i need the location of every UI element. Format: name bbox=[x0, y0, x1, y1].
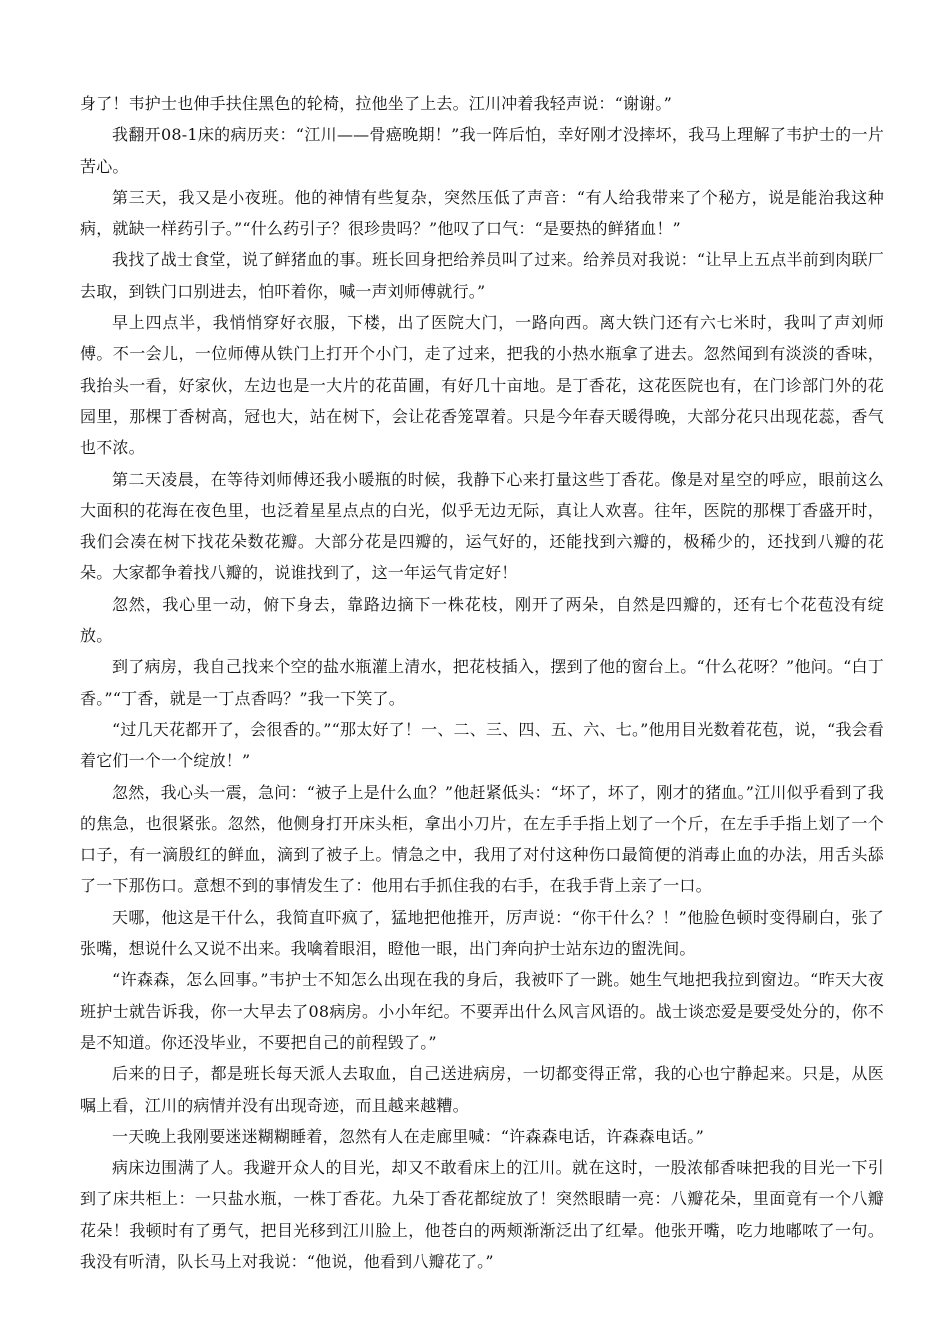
paragraph-2: 我翻开08-1床的病历夹：“江川——骨癌晚期！”我一阵后怕，幸好刚才没摔坏，我马上理解了韦护士的一片苦心。 bbox=[80, 125, 884, 176]
paragraph-4: 我找了战士食堂，说了鲜猪血的事。班长回身把给养员叫了过来。给养员对我说：“让早上五点半前到肉联厂去取，到铁门口别进去，怕吓着你，喊一声刘师傅就行。” bbox=[80, 250, 884, 301]
paragraph-3: 第三天，我又是小夜班。他的神情有些复杂，突然压低了声音：“有人给我带来了个秘方，说是能治我这种病，就缺一样药引子。”“什么药引子？很珍贵吗？”他叹了口气：“是要热的鲜猪血！” bbox=[80, 187, 884, 239]
paragraph-6: 第二天凌晨，在等待刘师傅还我小暖瓶的时候，我静下心来打量这些丁香花。像是对星空的呼应，眼前这么大面积的花海在夜色里，也泛着星星点点的白光，似乎无边无际，真让人欢喜。往年，医院的那棵丁香盛开时，我们会凑在树下找花朵数花瓣。大部分花是四瓣的，运气好的，还能找到六瓣的，极稀少的，还找到八瓣的花朵。大家都争着找八瓣的，说谁找到了，这一年运气肯定好！ bbox=[80, 469, 884, 583]
paragraph-10: 忽然，我心头一震，急问：“被子上是什么血？”他赶紧低头：“坏了，坏了，刚才的猪血。”江川似乎看到了我的焦急，也很紧张。忽然，他侧身打开床头柜，拿出小刀片，在左手手指上划了一个斤，在左手手指上划了一个口子，有一滴殷红的鲜血，滴到了被子上。情急之中，我用了对付这种伤口最简便的消毒止血的办法，用舌头舔了一下那伤口。意想不到的事情发生了：他用右手抓住我的右手，在我手背上亲了一口。 bbox=[80, 782, 884, 896]
paragraph-13: 后来的日子，都是班长每天派人去取血，自己送进病房，一切都变得正常，我的心也宁静起来。只是，从医嘱上看，江川的病情并没有出现奇迹，而且越来越糟。 bbox=[80, 1064, 884, 1115]
paragraph-12: “许森森，怎么回事。”韦护士不知怎么出现在我的身后，我被吓了一跳。她生气地把我拉到窗边。“昨天大夜班护士就告诉我，你一大早去了08病房。小小年纪。不要弄出什么风言风语的。战士谈恋爱是要受处分的，你不是不知道。你还没毕业，不要把自己的前程毁了。” bbox=[80, 970, 884, 1052]
paragraph-9: “过几天花都开了，会很香的。”“那太好了！一、二、三、四、五、六、七。”他用目光数着花苞，说，“我会看着它们一个一个绽放！” bbox=[80, 719, 884, 771]
document-page bbox=[80, 88, 884, 1277]
paragraph-11: 天哪，他这是干什么，我简直吓疯了，猛地把他推开，厉声说：“你干什么？！”他脸色顿时变得刷白，张了张嘴，想说什么又说不出来。我噙着眼泪，瞪他一眼，出门奔向护士站东边的盥洗间。 bbox=[80, 907, 884, 959]
paragraph-1: 身了！韦护士也伸手扶住黑色的轮椅，拉他坐了上去。江川冲着我轻声说：“谢谢。” bbox=[80, 94, 672, 113]
paragraph-14: 一天晚上我刚要迷迷糊糊睡着，忽然有人在走廊里喊：“许森森电话，许森森电话。” bbox=[112, 1126, 704, 1146]
paragraph-7: 忽然，我心里一动，俯下身去，靠路边摘下一株花枝，刚开了两朵，自然是四瓣的，还有七个花苞没有绽放。 bbox=[80, 594, 884, 646]
paragraph-8: 到了病房，我自己找来个空的盐水瓶灌上清水，把花枝插入，摆到了他的窗台上。“什么花呀？”他问。“白丁香。”“丁香，就是一丁点香吗？”我一下笑了。 bbox=[80, 657, 884, 708]
paragraph-15: 病床边围满了人。我避开众人的目光，却又不敢看床上的江川。就在这时，一股浓郁香味把我的目光一下引到了床共柜上：一只盐水瓶，一株丁香花。九朵丁香花都绽放了！突然眼睛一亮：八瓣花朵，里面竟有一个八瓣花朵！我顿时有了勇气，把目光移到江川脸上，他苍白的两颊渐渐泛出了红晕。他张开嘴，吃力地嘟哝了一句。我没有听清，队长马上对我说：“他说，他看到八瓣花了。” bbox=[80, 1158, 884, 1271]
paragraph-5: 早上四点半，我悄悄穿好衣服，下楼，出了医院大门，一路向西。离大铁门还有六七米时，我叫了声刘师傅。不一会儿，一位师傅从铁门上打开个小门，走了过来，把我的小热水瓶拿了进去。忽然闻到有淡淡的香味，我抬头一看，好家伙，左边也是一大片的花苗圃，有好几十亩地。是丁香花，这花医院也有，在门诊部门外的花园里，那棵丁香树高，冠也大，站在树下，会让花香笼罩着。只是今年春天暖得晚，大部分花只出现花蕊，香气也不浓。 bbox=[80, 313, 884, 458]
